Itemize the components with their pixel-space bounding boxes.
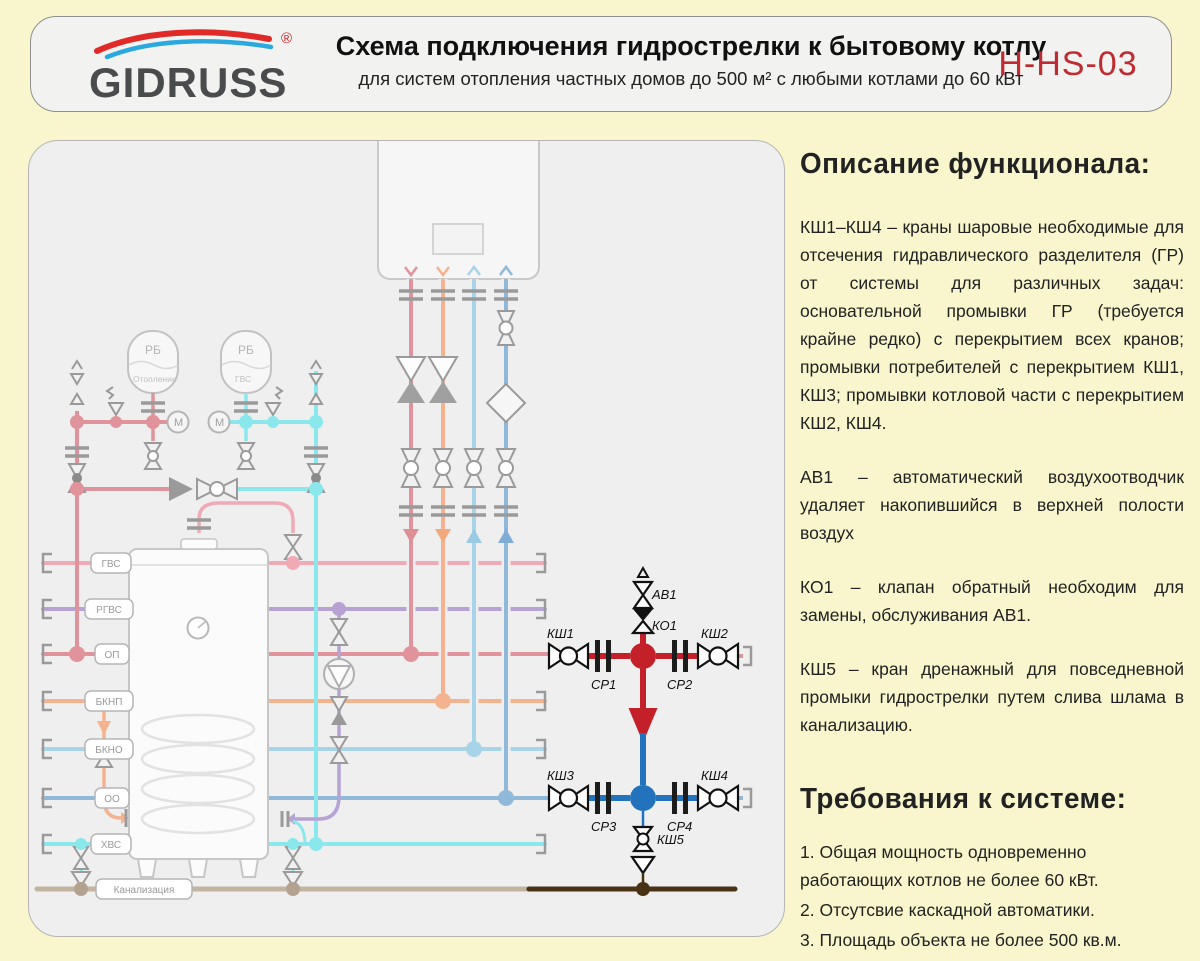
ksh2-label: КШ2 (701, 626, 728, 641)
requirements-heading: Требования к системе: (800, 783, 1127, 815)
pump1-label: М (174, 417, 184, 429)
ksh5-label: КШ5 (657, 832, 684, 847)
tank2-label: РБ (238, 343, 254, 357)
storage-tank (129, 503, 301, 877)
ksh1-label: КШ1 (547, 626, 574, 641)
label-rgvs: РГВС (96, 605, 122, 616)
ksh5-drain-valve (632, 827, 654, 896)
description-paragraph: КШ5 – кран дренажный для повседневной промыки гидрострелки путем слива шлама в канализацию. (800, 659, 1184, 735)
tank1-sublabel: Отопление (133, 374, 177, 384)
cold-node (630, 785, 656, 811)
description-paragraph: АВ1 – автоматический воздухоотводчик удаляет накопившийся в верхней полости воздух (800, 467, 1184, 543)
av1-air-vent (634, 568, 652, 608)
description-paragraph: КШ1–КШ4 – краны шаровые необходимые для отсечения гидравлического разделителя (ГР) от системы для различных задач: основательной промывки ГР (требуется крайне редко) с перекрытием всех кранов; промывки потребителей с перекрытием КШ1, КШ3; промывки котловой части с перекрытием КШ2, КШ4. (800, 217, 1184, 433)
piping-schematic (29, 141, 784, 936)
label-oo: ОО (104, 794, 120, 805)
boiler-pipes (397, 267, 525, 806)
ksh3-label: КШ3 (547, 768, 574, 783)
boiler (378, 141, 539, 279)
logo-text: GIDRUSS (89, 59, 288, 106)
schematic-panel (28, 140, 785, 937)
description-paragraph: КО1 – клапан обратный необходим для замены, обслуживания АВ1. (800, 577, 1184, 625)
ko1-label: КО1 (652, 618, 677, 633)
description-heading: Описание функционала: (800, 148, 1151, 180)
separator-assembly (547, 568, 743, 896)
sr2-label: СР2 (667, 677, 693, 692)
page-subtitle: для систем отопления частных домов до 500 м² с любыми котлами до 60 кВт (358, 68, 1024, 90)
ko1-check-valve (633, 609, 653, 633)
ksh4-label: КШ4 (701, 768, 728, 783)
label-hvs: ХВС (100, 840, 122, 851)
label-sewer: Канализация (113, 885, 175, 896)
av1-label: АВ1 (652, 587, 677, 602)
requirement-item: 2. Отсутсвие каскадной автоматики. (800, 900, 1095, 920)
requirements-list (800, 838, 1184, 954)
tank1-label: РБ (145, 343, 161, 357)
registered-mark: ® (281, 30, 293, 47)
pump2-label: М (215, 417, 225, 429)
requirement-item: 1. Общая мощность одновременно работающих котлов не более 60 кВт. (800, 842, 1099, 890)
label-gvs: ГВС (101, 559, 121, 570)
sr3-label: СР3 (591, 819, 617, 834)
hot-node (630, 643, 656, 669)
label-op: ОП (104, 650, 120, 661)
sr4-label: СР4 (667, 819, 693, 834)
model-code: H-HS-03 (998, 45, 1138, 83)
header-bar (30, 16, 1172, 112)
page-title: Схема подключения гидрострелки к бытовому котлу (335, 31, 1047, 61)
label-bkno: БКНО (95, 745, 123, 756)
tank2-sublabel: ГВС (235, 374, 252, 384)
info-column (800, 148, 1184, 954)
gidruss-logo (83, 25, 318, 105)
gvs-junction-dot (286, 556, 300, 570)
label-bknp: БКНП (95, 697, 123, 708)
requirement-item: 3. Площадь объекта не более 500 кв.м. (800, 930, 1122, 950)
left-pipe-stubs (43, 554, 52, 853)
sr1-label: СР1 (591, 677, 617, 692)
